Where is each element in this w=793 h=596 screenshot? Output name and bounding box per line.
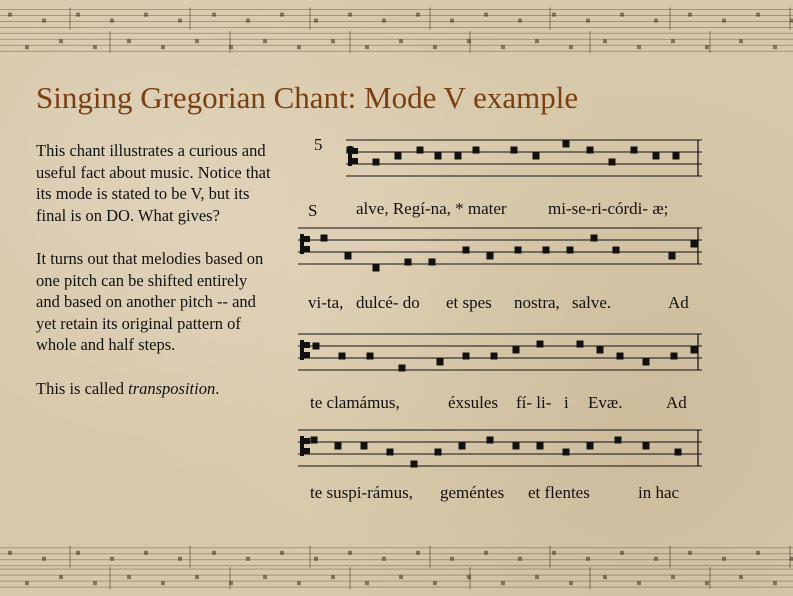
border-neume [773,45,777,49]
staff-4-neumes [311,437,682,468]
border-neume [552,551,556,555]
closing-line [36,378,272,400]
border-neume [331,39,335,43]
do-clef-icon [300,436,310,456]
border-neume [195,575,199,579]
border-neume [93,45,97,49]
border-neume [586,19,590,23]
neume-punctum [591,235,598,242]
border-neume [314,557,318,561]
border-neume [144,13,148,17]
neume-punctum [321,235,328,242]
neume-punctum [631,147,638,154]
border-neume [620,13,624,17]
border-neume [518,557,522,561]
staff-system-4 [298,430,702,502]
top-decorative-staff-border [0,0,793,62]
neume-punctum [373,265,380,272]
border-neume [433,581,437,585]
border-neume [484,13,488,17]
neume-punctum [543,247,550,254]
border-neume [535,575,539,579]
neume-punctum [361,443,368,450]
neume-punctum [511,147,518,154]
neume-punctum [437,359,444,366]
staff-2-lyric-ad: Ad [668,293,689,312]
staff-3-neumes [313,341,698,372]
neume-punctum [615,437,622,444]
border-neume [365,581,369,585]
border-neume [161,45,165,49]
neume-punctum [473,147,480,154]
neume-punctum [617,353,624,360]
border-neume [399,575,403,579]
border-neume [569,581,573,585]
staff-2-lyric-salve: salve. [572,293,612,312]
neume-punctum [513,443,520,450]
border-neume [484,551,488,555]
border-neume [450,557,454,561]
slide-title: Singing Gregorian Chant: Mode V example [36,80,579,115]
closing-suffix: . [215,378,220,398]
border-neume [331,575,335,579]
border-neume [654,19,658,23]
neume-punctum [491,353,498,360]
staff-4-lines [298,430,702,466]
border-neume [433,45,437,49]
chant-score-salve-regina [290,128,710,508]
border-neume [212,13,216,17]
neume-punctum [673,153,680,160]
border-neume [501,581,505,585]
border-neume [756,551,760,555]
border-neume [25,581,29,585]
neume-punctum [597,347,604,354]
border-neume [110,19,114,23]
border-neume [76,13,80,17]
neume-punctum [455,153,462,160]
border-neume [501,45,505,49]
paragraph-transposition: It turns out that melodies based on one pitch can be shifted entirely and based on another pitch -- and yet retain its original pattern of whole and half steps. [36,249,264,354]
neume-punctum [417,147,424,154]
border-neume [42,19,46,23]
border-neume [535,39,539,43]
neume-punctum [335,443,342,450]
border-neume [297,45,301,49]
do-clef-icon [300,234,310,254]
closing-prefix: This is called [36,378,129,398]
border-neume [518,19,522,23]
border-neume [552,13,556,17]
border-neume [263,39,267,43]
neume-punctum [313,343,320,350]
border-neume [654,557,658,561]
neume-punctum [405,259,412,266]
neume-punctum [411,461,418,468]
neume-punctum [567,247,574,254]
neume-punctum [311,437,318,444]
initial-letter-s: S [308,201,318,220]
border-neume [382,557,386,561]
border-neume [25,45,29,49]
border-neume [263,575,267,579]
border-neume [365,45,369,49]
neume-punctum [387,449,394,456]
neume-punctum [563,449,570,456]
neume-punctum [487,253,494,260]
border-neume [637,45,641,49]
neume-punctum [463,247,470,254]
neume-punctum [533,153,540,160]
neume-punctum [399,365,406,372]
staff-2-lyric-dulcedo: dulcé- do [356,293,420,312]
staff-3-lyric-evae: Evæ. [588,393,623,412]
staff-1-neumes [347,141,680,166]
border-neume [569,45,573,49]
border-neume [127,39,131,43]
border-neume [637,581,641,585]
bottom-decorative-staff-border [0,540,793,596]
staff-3-lyric-ad: Ad [666,393,687,412]
border-neume [671,575,675,579]
border-neume [348,551,352,555]
staff-system-2 [298,228,702,312]
border-neume [739,575,743,579]
do-clef-icon [300,340,310,360]
staff-4-lyric-in-hac: in hac [638,483,680,502]
border-neume [399,39,403,43]
neume-punctum [653,153,660,160]
staff-2-lyric-vita: vi-ta, [308,293,344,312]
staff-4-lyric-gementes: geméntes [440,483,505,502]
neume-punctum [587,443,594,450]
border-neume [688,13,692,17]
border-neume [722,557,726,561]
border-neume [76,551,80,555]
border-neume [212,551,216,555]
neume-punctum [339,353,346,360]
neume-punctum [435,153,442,160]
neume-punctum [587,147,594,154]
border-neume [756,13,760,17]
border-neume [382,19,386,23]
border-neume [178,19,182,23]
staff-system-1 [346,140,702,218]
border-neume [280,13,284,17]
border-neume [705,45,709,49]
neume-punctum [537,443,544,450]
neume-punctum [463,353,470,360]
border-neume [739,39,743,43]
border-neume [161,581,165,585]
neume-punctum [643,359,650,366]
staff-3-lyric-i: i [564,393,569,412]
neume-punctum [459,443,466,450]
neume-punctum [395,153,402,160]
explanation-text [36,140,272,421]
border-neume [603,575,607,579]
border-neume [620,551,624,555]
border-neume [450,19,454,23]
border-neume [688,551,692,555]
paragraph-intro: This chant illustrates a curious and useful fact about music. Notice that its mode is stated to be V, but its final is on DO. What gives? [36,141,271,225]
staff-1-lyric-a: alve, Regí-na, * mater [356,199,507,218]
neume-punctum [429,259,436,266]
border-neume [297,581,301,585]
neume-punctum [613,247,620,254]
neume-punctum [487,437,494,444]
transposition-term: transposition [128,378,216,398]
neume-punctum [373,159,380,166]
border-neume [722,19,726,23]
border-neume [8,551,12,555]
neume-punctum [537,341,544,348]
staff-3-lyric-fi-li: fí- li- [516,393,552,412]
staff-4-lyric-te-suspiramus: te suspi-rámus, [310,483,413,502]
border-neume [110,557,114,561]
border-neume [195,39,199,43]
border-neume [246,557,250,561]
border-neume [773,581,777,585]
neume-punctum [515,247,522,254]
border-neume [314,19,318,23]
border-neume [144,551,148,555]
border-neume [8,13,12,17]
border-neume [178,557,182,561]
neume-punctum [347,147,354,154]
border-neume [59,39,63,43]
neume-punctum [691,347,698,354]
border-neume [42,557,46,561]
neume-punctum [671,353,678,360]
border-neume [127,575,131,579]
staff-system-3 [298,334,702,412]
neume-punctum [513,347,520,354]
border-neume [416,13,420,17]
border-neume [348,13,352,17]
border-neume [93,581,97,585]
border-neume [671,39,675,43]
staff-2-lyric-nostra: nostra, [514,293,560,312]
staff-3-lyric-te-clamamus: te clamámus, [310,393,400,412]
neume-punctum [563,141,570,148]
border-neume [59,575,63,579]
border-neume [705,581,709,585]
neume-punctum [675,449,682,456]
border-neume [603,39,607,43]
border-neume [280,551,284,555]
staff-3-lines [298,334,702,370]
neume-punctum [577,341,584,348]
neume-punctum [643,443,650,450]
border-neume [586,557,590,561]
staff-2-lines [298,228,702,264]
neume-punctum [669,253,676,260]
staff-2-lyric-et-spes: et spes [446,293,492,312]
neume-punctum [367,353,374,360]
staff-3-lyric-exsules: éxsules [448,393,499,412]
border-neume [246,19,250,23]
neume-punctum [691,241,698,248]
staff-4-lyric-et-flentes: et flentes [528,483,590,502]
neume-punctum [345,253,352,260]
staff-1-lyric-b: mi-se-ri-córdi- æ; [548,199,669,218]
border-neume [416,551,420,555]
neume-punctum [435,449,442,456]
mode-number: 5 [314,135,323,154]
neume-punctum [609,159,616,166]
